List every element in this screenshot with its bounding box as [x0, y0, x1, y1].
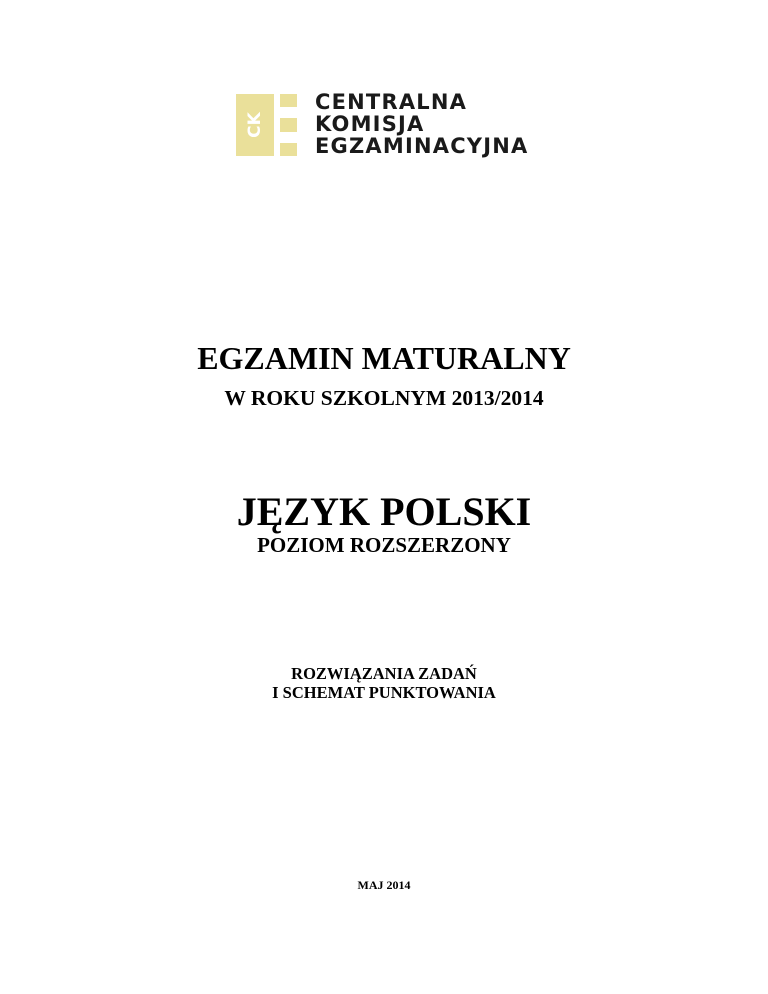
- cke-logo-mark: [236, 94, 297, 156]
- document-type-line-2: I SCHEMAT PUNKTOWANIA: [272, 683, 496, 702]
- logo-line-3: EGZAMINACYJNA: [315, 134, 529, 158]
- exam-date: MAJ 2014: [357, 878, 411, 892]
- logo-line-2: KOMISJA: [315, 112, 425, 136]
- exam-title: EGZAMIN MATURALNY: [197, 340, 571, 376]
- subject-title: JĘZYK POLSKI: [236, 489, 532, 534]
- document-type-line-1: ROZWIĄZANIA ZADAŃ: [291, 664, 477, 683]
- cke-mark-letters: CK: [245, 112, 265, 138]
- cke-logo: [236, 90, 529, 158]
- cke-logo-graphic: [236, 94, 297, 156]
- logo-line-1: CENTRALNA: [315, 90, 468, 114]
- cke-logo-wordmark: [315, 91, 528, 157]
- school-year: W ROKU SZKOLNYM 2013/2014: [224, 386, 544, 410]
- subject-level: POZIOM ROZSZERZONY: [257, 533, 511, 557]
